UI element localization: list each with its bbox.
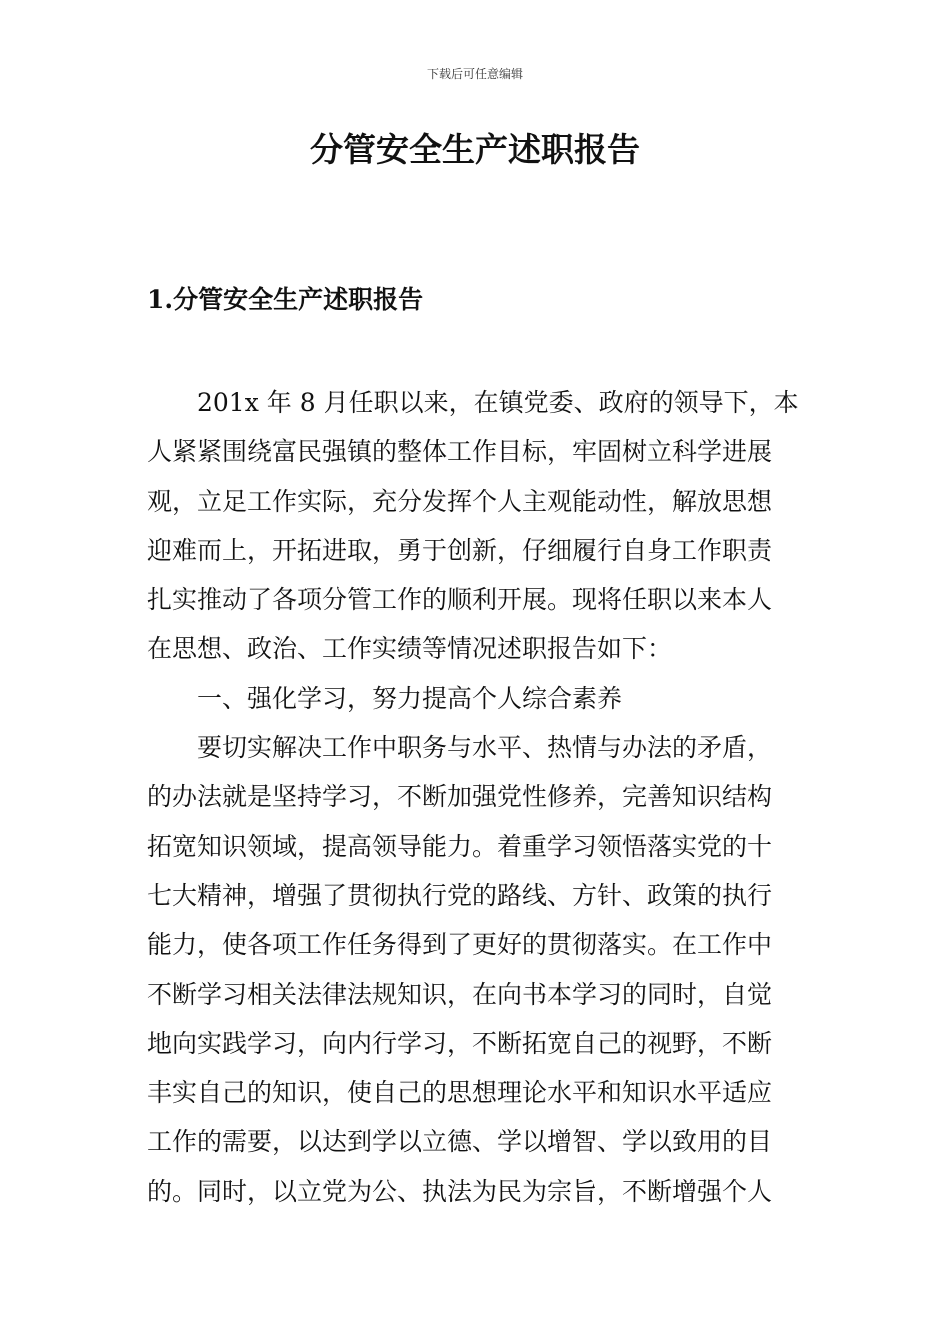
body-line: 七大精神，增强了贯彻执行党的路线、方针、政策的执行 (147, 880, 773, 910)
body-line: 工作的需要，以达到学以立德、学以增智、学以致用的目 (147, 1127, 773, 1157)
body-line: 拓宽知识领域，提高领导能力。着重学习领悟落实党的十 (147, 831, 773, 861)
body-line: 一、强化学习，努力提高个人综合素养 (197, 683, 623, 713)
body-text (147, 378, 807, 1216)
body-line: 人紧紧围绕富民强镇的整体工作目标，牢固树立科学进展 (147, 437, 773, 467)
body-line: 迎难而上，开拓进取，勇于创新，仔细履行自身工作职责 (147, 535, 773, 565)
body-line: 在思想、政治、工作实绩等情况述职报告如下： (147, 634, 673, 664)
header-note: 下载后可任意编辑 (426, 67, 523, 81)
body-line: 不断学习相关法律法规知识，在向书本学习的同时，自觉 (147, 979, 773, 1009)
section-heading: 1.分管安全生产述职报告 (147, 285, 424, 314)
body-line: 观，立足工作实际，充分发挥个人主观能动性，解放思想 (147, 486, 773, 516)
body-line: 能力，使各项工作任务得到了更好的贯彻落实。在工作中 (147, 930, 773, 960)
body-line: 要切实解决工作中职务与水平、热情与办法的矛盾， (197, 733, 773, 763)
document-title: 分管安全生产述职报告 (310, 130, 640, 169)
body-line: 地向实践学习，向内行学习，不断拓宽自己的视野，不断 (147, 1028, 773, 1058)
body-line: 扎实推动了各项分管工作的顺利开展。现将任职以来本人 (147, 585, 773, 615)
body-line: 的办法就是坚持学习，不断加强党性修养，完善知识结构 (147, 782, 773, 812)
body-line: 丰实自己的知识，使自己的思想理论水平和知识水平适应 (147, 1078, 773, 1108)
body-line: 的。同时，以立党为公、执法为民为宗旨，不断增强个人 (147, 1176, 773, 1206)
body-line: 201x 年 8 月任职以来，在镇党委、政府的领导下，本 (197, 388, 799, 417)
